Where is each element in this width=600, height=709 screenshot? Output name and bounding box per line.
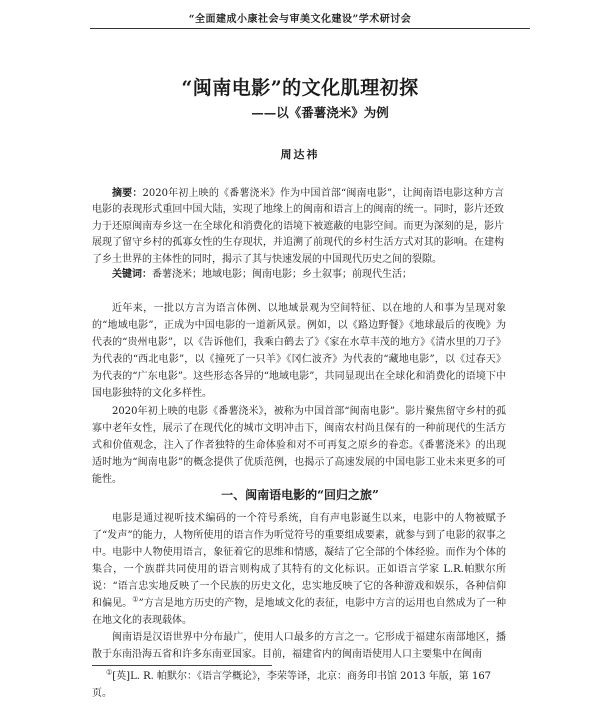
footnote: [92, 668, 506, 702]
body-paragraph-1: 近年来，一批以方言为语言体例、以地域景观为空间特征、以在地的人和事为呈现对象的“地域电影”，正成为中国电影的一道新风景。例如，以《路边野餐》《地球最后的夜晚》为代表的“贵州电影”，以《告诉他们，我乘白鹤去了》《家在水草丰茂的地方》《清水里的刀子》为代表的“西北电影”，以《撞死了一只羊》《冈仁波齐》为代表的“藏地电影”，以《过春天》为代表的“广东电影”。这些形态各异的“地域电影”，共同显现出在全球化和消费化的语境下中国电影独特的文化多样性。: [92, 303, 506, 399]
keywords-label: 关键词：: [112, 269, 152, 280]
body-paragraph-4: 闽南语是汉语世界中分布最广，使用人口最多的方言之一。它形成于福建东南部地区，播散于东南沿海五省和许多东南亚国家。目前，福建省内的闽南语使用人口主要集中在闽南: [92, 632, 506, 660]
body-paragraph-2: 2020年初上映的电影《番薯浇米》，被称为中国首部“闽南电影”。影片聚焦留守乡村的孤寡中老年女性，展示了在现代化的城市文明冲击下，闽南农村尚且保有的一种前现代的生活方式和价值观念，注入了作者独特的生命体验和对不可再复之原乡的眷恋。《番薯浇米》的出现适时地为“闽南电影”的概念提供了优质范例，也揭示了高速发展的中国电影工业未来更多的可能性。: [92, 406, 506, 485]
author-name: 周达祎: [280, 148, 320, 161]
footnote-mark: ①: [106, 668, 113, 677]
abstract-label: 摘要：: [112, 188, 143, 199]
abstract: [92, 186, 504, 268]
footnote-reference: ①: [132, 595, 139, 604]
paragraph-3-part-2: ”方言是地方历史的产物，是地域文化的表征，电影中方言的运用也自然成为了一种在地文化的表现载体。: [92, 598, 506, 626]
footnote-rule: [92, 665, 272, 666]
footnote-text: [英]L. R. 帕默尔：《语言学概论》，李荣等译，北京：商务印书馆 2013 年版，第 167 页。: [92, 671, 492, 699]
keywords-text: 番薯浇米；地域电影；闽南电影；乡土叙事；前现代生活；: [152, 269, 412, 280]
keywords: [92, 267, 504, 283]
header-rule: [90, 28, 530, 29]
running-head: “全面建成小康社会与审美文化建设”学术研讨会: [188, 14, 412, 25]
body-paragraph-3: [92, 510, 506, 629]
paper-subtitle: ——以《番薯浇米》为例: [251, 105, 389, 120]
paper-title: “闽南电影”的文化肌理初探: [181, 77, 419, 99]
paragraph-3-part-1: 电影是通过视听技术编码的一个符号系统，自有声电影诞生以来，电影中的人物被赋予了“发声”的能力，人物所使用的语言作为听觉符号的重要组成要素，就参与到了电影的叙事之中。电影中人物使用语言，象征着它的思维和情感，凝结了它全部的个体经验。而作为个体的集合，一个族群共同使用的语言则构成了其特有的文化标识。正如语言学家 L.R.帕默尔所说：“语言忠实地反映了一个民族的历史文化，忠实地反映了它的各种游戏和娱乐，各种信仰和偏见。: [92, 513, 506, 609]
section-heading: 一、闽南语电影的“回归之旅”: [221, 488, 379, 502]
abstract-text: 2020年初上映的《番薯浇米》作为中国首部“闽南电影”，让闽南语电影这种方言电影的表现形式重回中国大陆，实现了地缘上的闽南和语言上的闽南的统一。同时，影片还致力于还原闽南寿乡这一在全球化和消费化的语境下被遮蔽的电影空间。而更为深刻的是，影片展现了留守乡村的孤寡女性的生存现状，并追溯了前现代的乡村生活方式对其的影响。在建构了乡土世界的主体性的同时，揭示了其与快速发展的中国现代历史之间的裂隙。: [92, 188, 504, 265]
